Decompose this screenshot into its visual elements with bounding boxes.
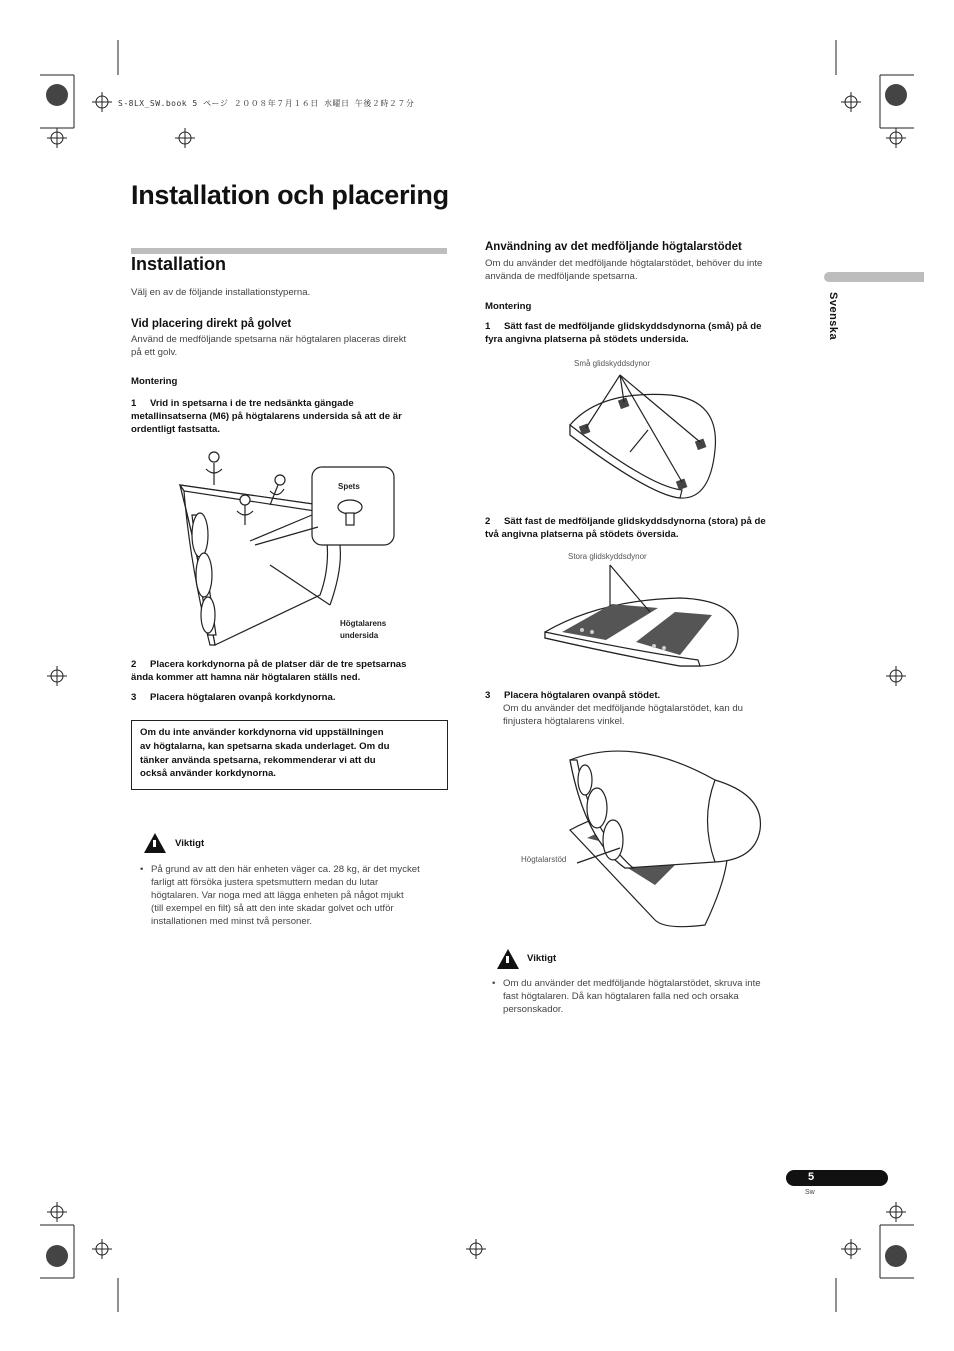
important-line: (till exempel en filt) så att den inte skadar golvet och utför bbox=[151, 903, 394, 914]
underside-label-line: Högtalarens bbox=[340, 619, 387, 628]
warning-line: tänker använda spetsarna, rekommenderar vi att du bbox=[140, 754, 376, 766]
page-number: 5 bbox=[808, 1171, 815, 1183]
step-text: ordentligt fastsatta. bbox=[131, 424, 221, 435]
step-3-desc-line: finjustera högtalarens vinkel. bbox=[503, 716, 625, 727]
section-title-installation: Installation bbox=[131, 254, 227, 274]
step-text: fyra angivna platserna på stödets undersida. bbox=[485, 334, 689, 345]
bullet-dot: • bbox=[140, 864, 144, 875]
underside-label-line: undersida bbox=[340, 631, 379, 640]
step-text: ända kommer att hamna när högtalaren ställs ned. bbox=[131, 672, 361, 683]
step-2 bbox=[485, 515, 766, 541]
important-label: Viktigt bbox=[527, 953, 557, 964]
step-number: 2 bbox=[485, 516, 491, 527]
stand-desc-line: använda de medföljande spetsarna. bbox=[485, 271, 638, 282]
stand-underside-figure bbox=[560, 370, 730, 505]
language-tab-label: Svenska bbox=[827, 292, 839, 341]
important-label: Viktigt bbox=[175, 838, 205, 849]
step-text: Placera korkdynorna på de platser där de tre spetsarnas bbox=[150, 659, 407, 670]
step-number: 2 bbox=[131, 659, 137, 670]
important-bullet bbox=[140, 863, 420, 928]
intro-text: Välj en av de följande installationstyperna. bbox=[131, 287, 311, 298]
step-text: Sätt fast de medföljande glidskyddsdynorna (små) på de bbox=[504, 321, 762, 332]
step-3 bbox=[131, 691, 336, 704]
language-tab bbox=[824, 272, 924, 282]
section-title-stand: Användning av det medföljande högtalarstödet bbox=[485, 241, 742, 253]
step-1 bbox=[131, 397, 461, 436]
step-text: Vrid in spetsarna i de tre nedsänkta gängade bbox=[150, 398, 354, 409]
bullet-dot: • bbox=[492, 978, 496, 989]
stand-desc bbox=[485, 257, 762, 283]
warning-line: Om du inte använder korkdynorna vid uppställningen bbox=[140, 727, 384, 738]
stand-label: Högtalarstöd bbox=[521, 855, 567, 864]
mounting-label: Montering bbox=[131, 376, 178, 387]
subsection-desc-line: på ett golv. bbox=[131, 347, 178, 358]
small-pads-label: Små glidskyddsdynor bbox=[574, 359, 651, 368]
step-text: Sätt fast de medföljande glidskyddsdynorna (stora) på de bbox=[504, 516, 766, 527]
step-text: Placera högtalaren ovanpå stödet. bbox=[504, 690, 661, 701]
page-number-badge bbox=[786, 1170, 888, 1186]
subsection-desc bbox=[131, 333, 406, 359]
step-1 bbox=[485, 320, 762, 346]
page-language-code: Sw bbox=[805, 1189, 815, 1196]
spike-label: Spets bbox=[338, 482, 360, 491]
important-line: installationen med minst två personer. bbox=[151, 916, 313, 927]
important-line: Om du använder det medföljande högtalarstödet, skruva inte bbox=[503, 978, 761, 989]
stand-desc-line: Om du använder det medföljande högtalarstödet, behöver du inte bbox=[485, 258, 763, 269]
speaker-on-stand-figure bbox=[565, 740, 770, 930]
step-2 bbox=[131, 658, 406, 684]
warning-box bbox=[131, 720, 448, 790]
underside-label bbox=[340, 618, 386, 642]
important-line: farligt att försöka justera spetsmuttern medan du lutar bbox=[151, 877, 379, 888]
warning-line: av högtalarna, kan spetsarna skada underlaget. Om du bbox=[140, 740, 390, 752]
mounting-label: Montering bbox=[485, 301, 532, 312]
warning-line: också använder korkdynorna. bbox=[140, 768, 276, 780]
important-line: På grund av att den här enheten väger ca. 28 kg, är det mycket bbox=[151, 864, 420, 875]
book-info-header: S-8LX_SW.book 5 ページ ２００８年７月１６日 水曜日 午後２時２７分 bbox=[118, 99, 415, 108]
step-number: 3 bbox=[485, 690, 491, 701]
step-3 bbox=[485, 689, 660, 702]
important-line: personskador. bbox=[503, 1004, 564, 1015]
step-3-desc bbox=[503, 702, 743, 728]
subsection-title-floor: Vid placering direkt på golvet bbox=[131, 318, 292, 330]
step-text: Placera högtalaren ovanpå korkdynorna. bbox=[150, 692, 336, 703]
page-title: Installation och placering bbox=[131, 180, 449, 210]
step-text: metallinsatserna (M6) på högtalarens undersida så att de är bbox=[131, 411, 402, 422]
step-text: två angivna platserna på stödets översida. bbox=[485, 529, 679, 540]
subsection-desc-line: Använd de medföljande spetsarna när högtalaren placeras direkt bbox=[131, 334, 407, 345]
step-number: 3 bbox=[131, 692, 137, 703]
large-pads-label: Stora glidskyddsdynor bbox=[568, 552, 647, 561]
important-line: högtalaren. Var noga med att lägga enheten på något mjukt bbox=[151, 890, 404, 901]
warning-icon bbox=[143, 832, 167, 854]
stand-top-figure bbox=[540, 560, 745, 675]
important-line: fast högtalaren. Då kan högtalaren falla ned och orsaka bbox=[503, 991, 739, 1002]
important-bullet bbox=[492, 977, 761, 1016]
warning-icon bbox=[496, 948, 520, 970]
step-number: 1 bbox=[485, 321, 491, 332]
step-3-desc-line: Om du använder det medföljande högtalarstödet, kan du bbox=[503, 703, 744, 714]
step-number: 1 bbox=[131, 398, 137, 409]
